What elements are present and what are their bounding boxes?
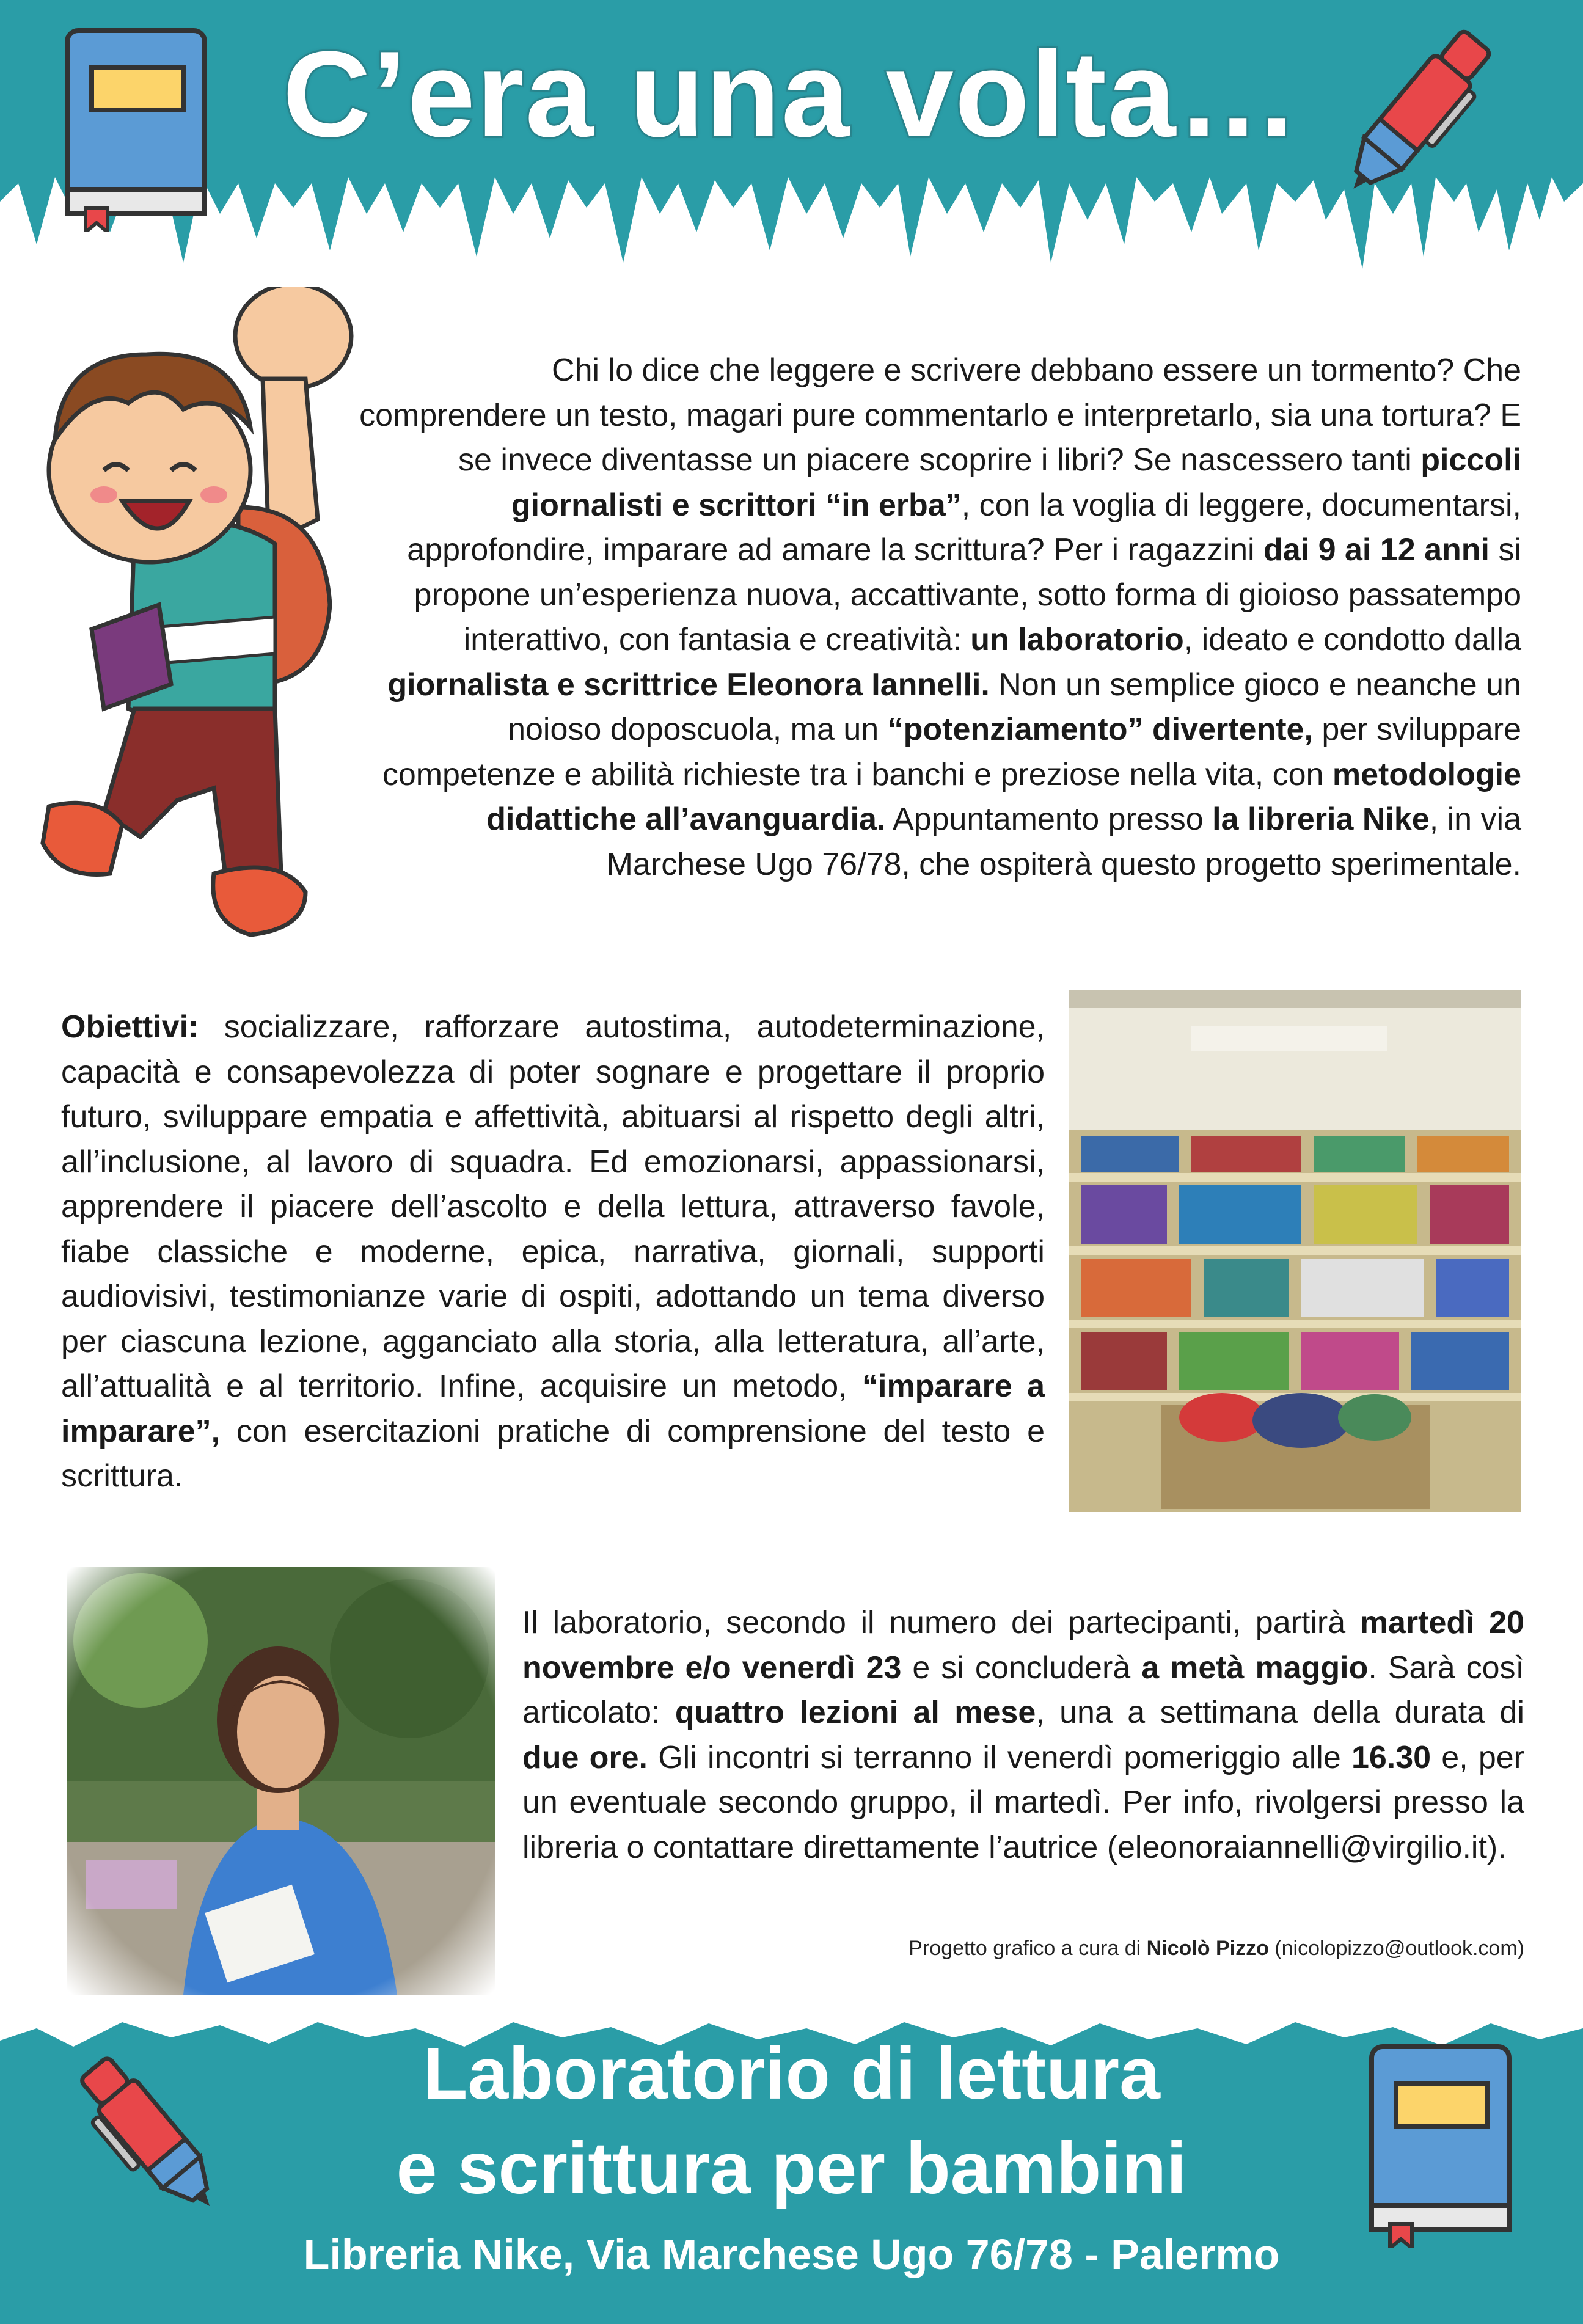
schedule-paragraph xyxy=(522,1601,1524,1870)
schedule-highlight: 16.30 xyxy=(1351,1739,1431,1775)
author-photo xyxy=(67,1567,495,1995)
credits-designer: Nicolò Pizzo xyxy=(1146,1937,1269,1960)
intro-text: per sviluppare competenze e abilità richieste tra i banchi e preziose nella vita, con xyxy=(382,712,1521,792)
intro-text: Chi lo dice che leggere e scrivere debbano essere un tormento? Che comprendere un testo, magari pure commentarlo e interpretarlo, sia una tortura? E se invece diventasse un piacere scoprire i libri? Se nascessero tanti xyxy=(359,353,1521,478)
intro-highlight: metodologie didattiche all’avanguardia. xyxy=(486,756,1521,837)
footer-address: Libreria Nike, Via Marchese Ugo 76/78 - Palermo xyxy=(303,2231,1280,2278)
child-illustration xyxy=(37,287,379,953)
page-title: C’era una volta… xyxy=(282,26,1301,163)
schedule-highlight: a metà maggio xyxy=(1141,1650,1369,1686)
credits-email: (nicolopizzo@outlook.com) xyxy=(1268,1937,1524,1960)
objectives-paragraph xyxy=(61,1005,1045,1499)
schedule-text: Il laboratorio, secondo il numero dei partecipanti, partirà xyxy=(522,1605,1360,1640)
intro-highlight: “potenziamento” divertente, xyxy=(887,712,1313,747)
schedule-text: e, per un eventuale secondo gruppo, il martedì. Per info, rivolgersi presso la libreria o contattare direttamente l’autrice (eleonoraiannelli@virgilio.it). xyxy=(522,1739,1524,1865)
objectives-highlight: “imparare a imparare”, xyxy=(61,1368,1045,1449)
intro-text: , in via Marchese Ugo 76/78, che ospiterà questo progetto sperimentale. xyxy=(606,802,1521,882)
design-credits xyxy=(794,1937,1524,1960)
objectives-label: Obiettivi: xyxy=(61,1009,199,1045)
footer-title-line1: Laboratorio di lettura xyxy=(423,2033,1160,2114)
objectives-text: socializzare, rafforzare autostima, autodeterminazione, capacità e consapevolezza di poter sognare e progettare il proprio futuro, sviluppare empatia e affettività, abituarsi al rispetto degli altri, all’inclusione, al lavoro di squadra. Ed emozionarsi, appassionarsi, apprendere il piacere dell’ascolto e della lettura, attraverso favole, fiabe classiche e moderne, epica, narrativa, giornali, supporti audiovisivi, testimonianze varie di ospiti, adottando un tema diverso per ciascuna lezione, agganciato alla storia, alla letteratura, all’arte, all’attualità e al territorio. Infine, acquisire un metodo, xyxy=(61,1009,1045,1404)
credits-text: Progetto grafico a cura di xyxy=(908,1937,1147,1960)
schedule-highlight: quattro lezioni al mese xyxy=(675,1695,1036,1730)
intro-paragraph xyxy=(357,348,1521,887)
intro-highlight: la libreria Nike xyxy=(1212,802,1430,837)
intro-highlight: dai 9 ai 12 anni xyxy=(1263,532,1490,568)
intro-text: si propone un’esperienza nuova, accattivante, sotto forma di gioioso passatempo interattivo, con fantasia e creatività: xyxy=(414,532,1521,657)
schedule-highlight: martedì 20 novembre e/o venerdì 23 xyxy=(522,1605,1524,1686)
intro-highlight: piccoli giornalisti e scrittori “in erba” xyxy=(511,442,1521,523)
schedule-text: Gli incontri si terranno il venerdì pomeriggio alle xyxy=(648,1739,1351,1775)
footer-title-line2: e scrittura per bambini xyxy=(396,2127,1187,2209)
intro-text: Appuntamento presso xyxy=(885,802,1213,837)
intro-text: , ideato e condotto dalla xyxy=(1183,622,1521,657)
intro-text: , con la voglia di leggere, documentarsi, approfondire, imparare ad amare la scrittura? Per i ragazzini xyxy=(407,487,1521,568)
objectives-text: con esercitazioni pratiche di comprensione del testo e scrittura. xyxy=(61,1413,1045,1494)
schedule-text: . Sarà così articolato: xyxy=(522,1650,1524,1730)
schedule-text: , una a settimana della durata di xyxy=(1036,1695,1524,1730)
bookstore-photo xyxy=(1069,990,1521,1512)
intro-text: Non un semplice gioco e neanche un noioso doposcuola, ma un xyxy=(508,667,1521,747)
schedule-text: e si concluderà xyxy=(901,1650,1142,1686)
intro-highlight: giornalista e scrittrice Eleonora Iannelli. xyxy=(387,667,990,703)
intro-highlight: un laboratorio xyxy=(970,622,1184,657)
schedule-highlight: due ore. xyxy=(522,1739,648,1775)
